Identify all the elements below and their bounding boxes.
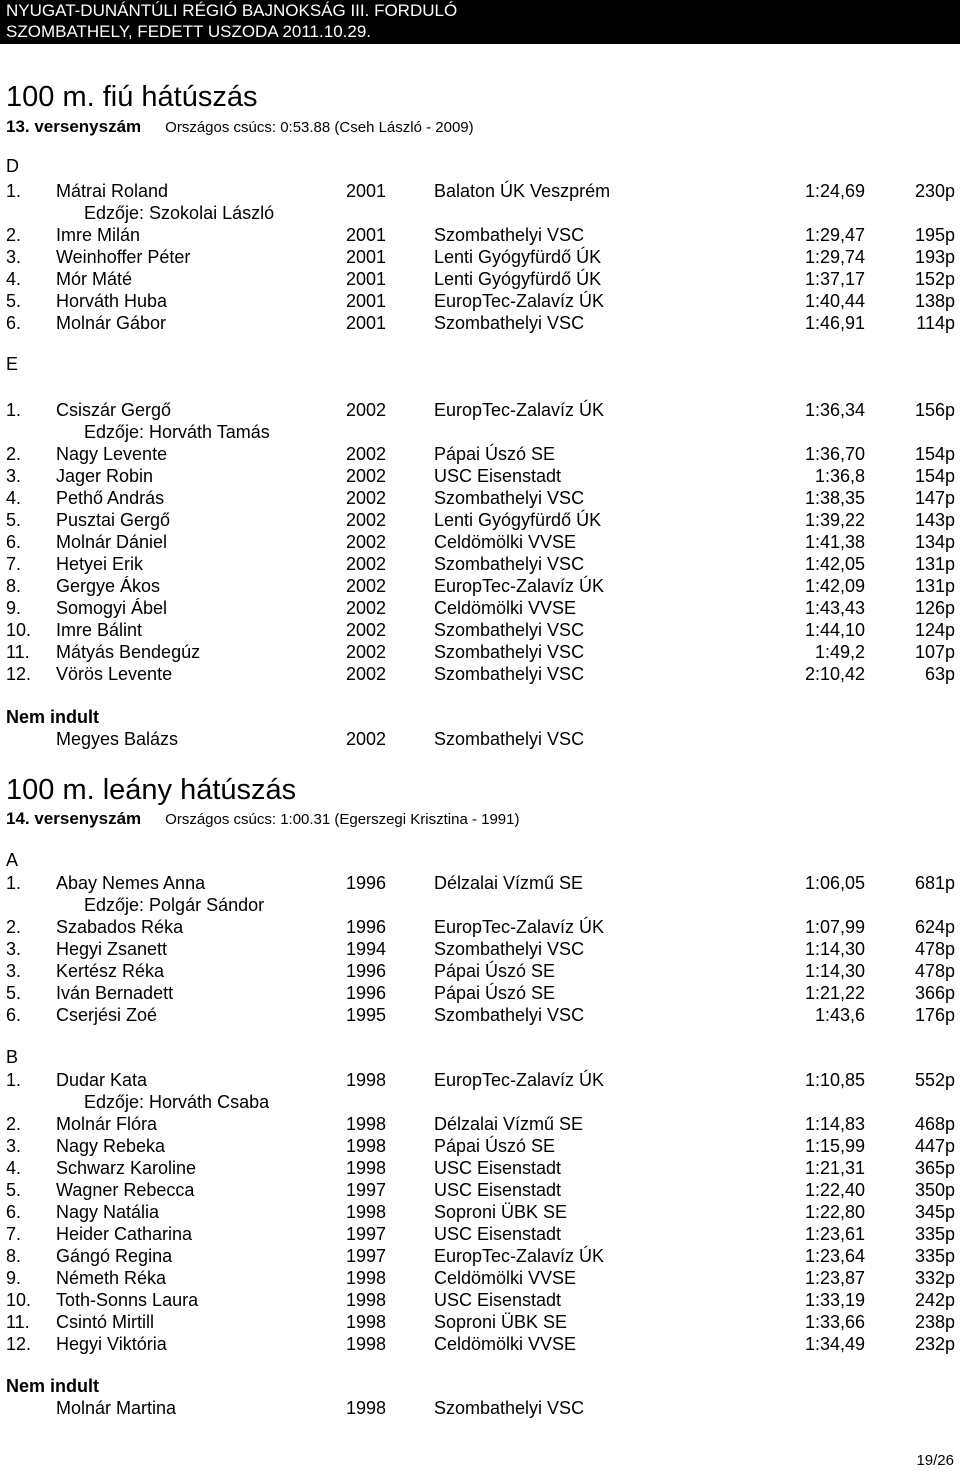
birth-year: 2002 (346, 576, 387, 596)
result-place: 3. (6, 1136, 22, 1156)
result-time: 1:06,05 (804, 873, 865, 893)
birth-year: 1998 (346, 1114, 387, 1134)
result-place: 6. (6, 1202, 22, 1222)
club-name: Celdömölki VVSE (434, 598, 577, 618)
result-time: 1:39,22 (804, 510, 865, 530)
result-place: 3. (6, 247, 22, 267)
swimmer-name: Csintó Mirtill (56, 1312, 155, 1332)
event-title: 100 m. leány hátúszás (6, 774, 297, 806)
result-points: 230p (914, 181, 955, 201)
age-group-label: D (6, 156, 19, 176)
result-row (0, 1223, 960, 1245)
club-name: EuropTec-Zalavíz ÚK (434, 291, 605, 311)
result-row (0, 312, 960, 334)
swimmer-name: Megyes Balázs (56, 729, 179, 749)
birth-year: 1998 (346, 1398, 387, 1418)
result-points: 365p (914, 1158, 955, 1178)
birth-year: 1997 (346, 1246, 387, 1266)
result-points: 131p (914, 554, 955, 574)
swimmer-name: Horváth Huba (56, 291, 168, 311)
header-band (0, 0, 960, 44)
swimmer-name: Molnár Dániel (56, 532, 168, 552)
swimmer-name: Molnár Flóra (56, 1114, 158, 1134)
birth-year: 2001 (346, 181, 387, 201)
result-time: 1:23,87 (804, 1268, 865, 1288)
event-title: 100 m. fiú hátúszás (6, 81, 258, 113)
swimmer-name: Nagy Levente (56, 444, 168, 464)
coach-line: Edzője: Horváth Tamás (84, 422, 270, 442)
result-points: 138p (914, 291, 955, 311)
result-points: 154p (914, 444, 955, 464)
result-points: 154p (914, 466, 955, 486)
event-subtitle (6, 116, 474, 139)
birth-year: 2002 (346, 466, 387, 486)
birth-year: 2001 (346, 269, 387, 289)
result-time: 1:22,40 (804, 1180, 865, 1200)
birth-year: 2002 (346, 510, 387, 530)
result-place: 3. (6, 939, 22, 959)
result-points: 195p (914, 225, 955, 245)
birth-year: 1996 (346, 917, 387, 937)
result-row (0, 1267, 960, 1289)
swimmer-name: Weinhoffer Péter (56, 247, 191, 267)
result-place: 2. (6, 917, 22, 937)
club-name: EuropTec-Zalavíz ÚK (434, 576, 605, 596)
swimmer-name: Németh Réka (56, 1268, 167, 1288)
result-row (0, 575, 960, 597)
result-place: 5. (6, 510, 22, 530)
result-time: 1:14,83 (804, 1114, 865, 1134)
result-place: 3. (6, 961, 22, 981)
club-name: USC Eisenstadt (434, 1224, 562, 1244)
birth-year: 1998 (346, 1268, 387, 1288)
result-time: 1:10,85 (804, 1070, 865, 1090)
coach-line: Edzője: Szokolai László (84, 203, 275, 223)
result-points: 332p (914, 1268, 955, 1288)
club-name: EuropTec-Zalavíz ÚK (434, 1070, 605, 1090)
national-record: Országos csúcs: 1:00.31 (Egerszegi Krisztina - 1991) (165, 811, 520, 828)
result-time: 1:43,6 (814, 1005, 865, 1025)
result-place: 11. (6, 642, 30, 662)
event-number: 14. versenyszám (6, 809, 142, 828)
national-record: Országos csúcs: 0:53.88 (Cseh László - 2009) (165, 119, 474, 136)
swimmer-name: Abay Nemes Anna (56, 873, 206, 893)
club-name: USC Eisenstadt (434, 1158, 562, 1178)
birth-year: 2001 (346, 313, 387, 333)
club-name: Soproni ÜBK SE (434, 1312, 568, 1332)
club-name: Szombathelyi VSC (434, 488, 585, 508)
swimmer-name: Jager Robin (56, 466, 154, 486)
result-row (0, 1333, 960, 1355)
birth-year: 2002 (346, 400, 387, 420)
result-time: 1:38,35 (804, 488, 865, 508)
result-points: 345p (914, 1202, 955, 1222)
result-place: 8. (6, 576, 22, 596)
result-time: 1:46,91 (804, 313, 865, 333)
result-points: 624p (914, 917, 955, 937)
header-title: NYUGAT-DUNÁNTÚLI RÉGIÓ BAJNOKSÁG III. FORDULÓ (6, 1, 458, 20)
result-row (0, 1135, 960, 1157)
result-place: 10. (6, 1290, 32, 1310)
birth-year: 1998 (346, 1070, 387, 1090)
result-time: 1:40,44 (804, 291, 865, 311)
result-place: 1. (6, 1070, 22, 1090)
result-points: 63p (924, 664, 955, 684)
result-place: 4. (6, 269, 22, 289)
birth-year: 2002 (346, 488, 387, 508)
result-time: 1:42,09 (804, 576, 865, 596)
swimmer-name: Gergye Ákos (56, 576, 161, 596)
swimmer-name: Hetyei Erik (56, 554, 144, 574)
swimmer-name: Molnár Martina (56, 1398, 177, 1418)
swimmer-name: Gángó Regina (56, 1246, 173, 1266)
result-row (0, 1179, 960, 1201)
birth-year: 2002 (346, 664, 387, 684)
result-place: 6. (6, 1005, 22, 1025)
swimmer-name: Mátrai Roland (56, 181, 169, 201)
result-points: 242p (914, 1290, 955, 1310)
result-time: 1:14,30 (804, 939, 865, 959)
result-row (0, 1113, 960, 1135)
result-row (0, 619, 960, 641)
result-points: 126p (914, 598, 955, 618)
swimmer-name: Pethő András (56, 488, 165, 508)
result-time: 1:44,10 (804, 620, 865, 640)
age-group-label: B (6, 1047, 19, 1067)
age-group-label: E (6, 354, 19, 374)
club-name: Szombathelyi VSC (434, 939, 585, 959)
result-points: 193p (914, 247, 955, 267)
birth-year: 2002 (346, 598, 387, 618)
birth-year: 1998 (346, 1312, 387, 1332)
result-row (0, 1311, 960, 1333)
birth-year: 1997 (346, 1224, 387, 1244)
header-venue: SZOMBATHELY, FEDETT USZODA 2011.10.29. (6, 22, 372, 41)
result-points: 152p (914, 269, 955, 289)
result-row (0, 246, 960, 268)
result-time: 1:33,19 (804, 1290, 865, 1310)
result-points: 134p (914, 532, 955, 552)
result-points: 124p (914, 620, 955, 640)
result-place: 9. (6, 598, 22, 618)
result-row (0, 531, 960, 553)
swimmer-name: Wagner Rebecca (56, 1180, 195, 1200)
swimmer-name: Hegyi Viktória (56, 1334, 167, 1354)
swimmer-name: Cserjési Zoé (56, 1005, 158, 1025)
coach-line: Edzője: Polgár Sándor (84, 895, 265, 915)
result-place: 3. (6, 466, 22, 486)
club-name: USC Eisenstadt (434, 1290, 562, 1310)
age-group-label: A (6, 850, 19, 870)
club-name: Szombathelyi VSC (434, 1398, 585, 1418)
birth-year: 1998 (346, 1290, 387, 1310)
result-points: 156p (914, 400, 955, 420)
club-name: Szombathelyi VSC (434, 554, 585, 574)
club-name: Délzalai Vízmű SE (434, 873, 584, 893)
result-row (0, 509, 960, 531)
swimmer-name: Heider Catharina (56, 1224, 193, 1244)
result-time: 1:41,38 (804, 532, 865, 552)
result-row (0, 982, 960, 1004)
result-time: 1:33,66 (804, 1312, 865, 1332)
result-place: 12. (6, 664, 32, 684)
result-row (0, 960, 960, 982)
result-place: 7. (6, 1224, 22, 1244)
result-place: 10. (6, 620, 32, 640)
birth-year: 1998 (346, 1334, 387, 1354)
result-time: 1:29,74 (804, 247, 865, 267)
swimmer-name: Dudar Kata (56, 1070, 148, 1090)
result-place: 8. (6, 1246, 22, 1266)
result-row (0, 872, 960, 894)
swimmer-name: Schwarz Karoline (56, 1158, 197, 1178)
not-started-label: Nem indult (6, 1376, 99, 1396)
club-name: Lenti Gyógyfürdő ÚK (434, 269, 602, 289)
result-time: 1:49,2 (814, 642, 865, 662)
swimmer-name: Pusztai Gergő (56, 510, 171, 530)
result-row (0, 224, 960, 246)
result-time: 1:43,43 (804, 598, 865, 618)
swimmer-name: Vörös Levente (56, 664, 173, 684)
result-place: 5. (6, 983, 22, 1003)
swimmer-name: Csiszár Gergő (56, 400, 172, 420)
result-row (0, 268, 960, 290)
club-name: Szombathelyi VSC (434, 1005, 585, 1025)
birth-year: 2001 (346, 247, 387, 267)
result-row (0, 1004, 960, 1026)
result-row (0, 641, 960, 663)
result-points: 447p (914, 1136, 955, 1156)
result-row (0, 443, 960, 465)
birth-year: 2002 (346, 444, 387, 464)
swimmer-name: Imre Milán (56, 225, 141, 245)
club-name: Balaton ÚK Veszprém (434, 181, 611, 201)
result-points: 176p (914, 1005, 955, 1025)
club-name: Szombathelyi VSC (434, 642, 585, 662)
swimmer-name: Nagy Rebeka (56, 1136, 166, 1156)
result-row (0, 553, 960, 575)
result-place: 5. (6, 291, 22, 311)
result-points: 147p (914, 488, 955, 508)
result-time: 1:42,05 (804, 554, 865, 574)
result-time: 1:29,47 (804, 225, 865, 245)
club-name: USC Eisenstadt (434, 1180, 562, 1200)
club-name: Pápai Úszó SE (434, 1136, 556, 1156)
result-row (0, 1245, 960, 1267)
event-subtitle (6, 808, 519, 831)
club-name: Pápai Úszó SE (434, 961, 556, 981)
result-row (0, 399, 960, 421)
birth-year: 2002 (346, 554, 387, 574)
club-name: Szombathelyi VSC (434, 225, 585, 245)
swimmer-name: Mátyás Bendegúz (56, 642, 201, 662)
not-started-label: Nem indult (6, 707, 99, 727)
result-row (0, 1157, 960, 1179)
result-row (0, 290, 960, 312)
result-row (0, 180, 960, 202)
result-time: 1:34,49 (804, 1334, 865, 1354)
result-points: 232p (914, 1334, 955, 1354)
result-place: 1. (6, 400, 22, 420)
club-name: Celdömölki VVSE (434, 532, 577, 552)
result-row (0, 663, 960, 685)
birth-year: 2002 (346, 729, 387, 749)
club-name: Szombathelyi VSC (434, 313, 585, 333)
result-place: 12. (6, 1334, 32, 1354)
club-name: Lenti Gyógyfürdő ÚK (434, 247, 602, 267)
swimmer-name: Szabados Réka (56, 917, 184, 937)
swimmer-name: Imre Bálint (56, 620, 143, 640)
result-place: 5. (6, 1180, 22, 1200)
result-time: 1:21,31 (804, 1158, 865, 1178)
result-points: 468p (914, 1114, 955, 1134)
swimmer-name: Mór Máté (56, 269, 133, 289)
result-time: 1:07,99 (804, 917, 865, 937)
result-time: 1:36,34 (804, 400, 865, 420)
result-points: 131p (914, 576, 955, 596)
result-time: 1:22,80 (804, 1202, 865, 1222)
club-name: USC Eisenstadt (434, 466, 562, 486)
result-row (0, 1069, 960, 1091)
club-name: Délzalai Vízmű SE (434, 1114, 584, 1134)
result-time: 1:36,8 (814, 466, 865, 486)
result-place: 1. (6, 873, 22, 893)
birth-year: 2002 (346, 620, 387, 640)
result-points: 143p (914, 510, 955, 530)
result-place: 2. (6, 225, 22, 245)
birth-year: 1996 (346, 873, 387, 893)
result-place: 6. (6, 313, 22, 333)
coach-line: Edzője: Horváth Csaba (84, 1092, 270, 1112)
result-points: 335p (914, 1224, 955, 1244)
result-points: 335p (914, 1246, 955, 1266)
result-place: 11. (6, 1312, 30, 1332)
birth-year: 2002 (346, 642, 387, 662)
result-row (0, 1289, 960, 1311)
swimmer-name: Molnár Gábor (56, 313, 167, 333)
result-points: 478p (914, 939, 955, 959)
result-points: 114p (916, 313, 955, 333)
club-name: Lenti Gyógyfürdő ÚK (434, 510, 602, 530)
result-place: 2. (6, 444, 22, 464)
birth-year: 1997 (346, 1180, 387, 1200)
birth-year: 1995 (346, 1005, 387, 1025)
page-number: 19/26 (916, 1452, 954, 1469)
club-name: Pápai Úszó SE (434, 983, 556, 1003)
swimmer-name: Nagy Natália (56, 1202, 160, 1222)
result-place: 1. (6, 181, 22, 201)
result-row (0, 487, 960, 509)
result-time: 1:24,69 (804, 181, 865, 201)
result-points: 366p (914, 983, 955, 1003)
swimmer-name: Kertész Réka (56, 961, 165, 981)
result-points: 478p (914, 961, 955, 981)
result-points: 681p (914, 873, 955, 893)
result-time: 1:23,61 (804, 1224, 865, 1244)
birth-year: 1994 (346, 939, 387, 959)
result-time: 1:36,70 (804, 444, 865, 464)
birth-year: 1998 (346, 1136, 387, 1156)
result-points: 350p (914, 1180, 955, 1200)
result-place: 4. (6, 1158, 22, 1178)
club-name: Pápai Úszó SE (434, 444, 556, 464)
result-row (0, 465, 960, 487)
birth-year: 1998 (346, 1202, 387, 1222)
swimmer-name: Somogyi Ábel (56, 598, 168, 618)
result-row (0, 916, 960, 938)
birth-year: 1996 (346, 961, 387, 981)
result-row (0, 938, 960, 960)
not-started-row (0, 728, 960, 750)
result-place: 6. (6, 532, 22, 552)
club-name: Soproni ÜBK SE (434, 1202, 568, 1222)
result-points: 107p (914, 642, 955, 662)
result-time: 2:10,42 (804, 664, 865, 684)
birth-year: 1998 (346, 1158, 387, 1178)
result-time: 1:21,22 (804, 983, 865, 1003)
result-points: 238p (914, 1312, 955, 1332)
club-name: Celdömölki VVSE (434, 1268, 577, 1288)
club-name: Szombathelyi VSC (434, 664, 585, 684)
result-time: 1:23,64 (804, 1246, 865, 1266)
result-points: 552p (914, 1070, 955, 1090)
result-time: 1:15,99 (804, 1136, 865, 1156)
birth-year: 1996 (346, 983, 387, 1003)
result-row (0, 597, 960, 619)
swimmer-name: Iván Bernadett (56, 983, 174, 1003)
result-place: 4. (6, 488, 22, 508)
club-name: Szombathelyi VSC (434, 620, 585, 640)
club-name: EuropTec-Zalavíz ÚK (434, 917, 605, 937)
result-row (0, 1201, 960, 1223)
club-name: EuropTec-Zalavíz ÚK (434, 400, 605, 420)
not-started-row (0, 1397, 960, 1419)
club-name: Szombathelyi VSC (434, 729, 585, 749)
club-name: EuropTec-Zalavíz ÚK (434, 1246, 605, 1266)
event-number: 13. versenyszám (6, 117, 142, 136)
result-place: 2. (6, 1114, 22, 1134)
swimmer-name: Hegyi Zsanett (56, 939, 168, 959)
birth-year: 2002 (346, 532, 387, 552)
birth-year: 2001 (346, 291, 387, 311)
result-place: 7. (6, 554, 22, 574)
result-time: 1:37,17 (804, 269, 865, 289)
club-name: Celdömölki VVSE (434, 1334, 577, 1354)
result-time: 1:14,30 (804, 961, 865, 981)
birth-year: 2001 (346, 225, 387, 245)
swimmer-name: Toth-Sonns Laura (56, 1290, 199, 1310)
result-place: 9. (6, 1268, 22, 1288)
